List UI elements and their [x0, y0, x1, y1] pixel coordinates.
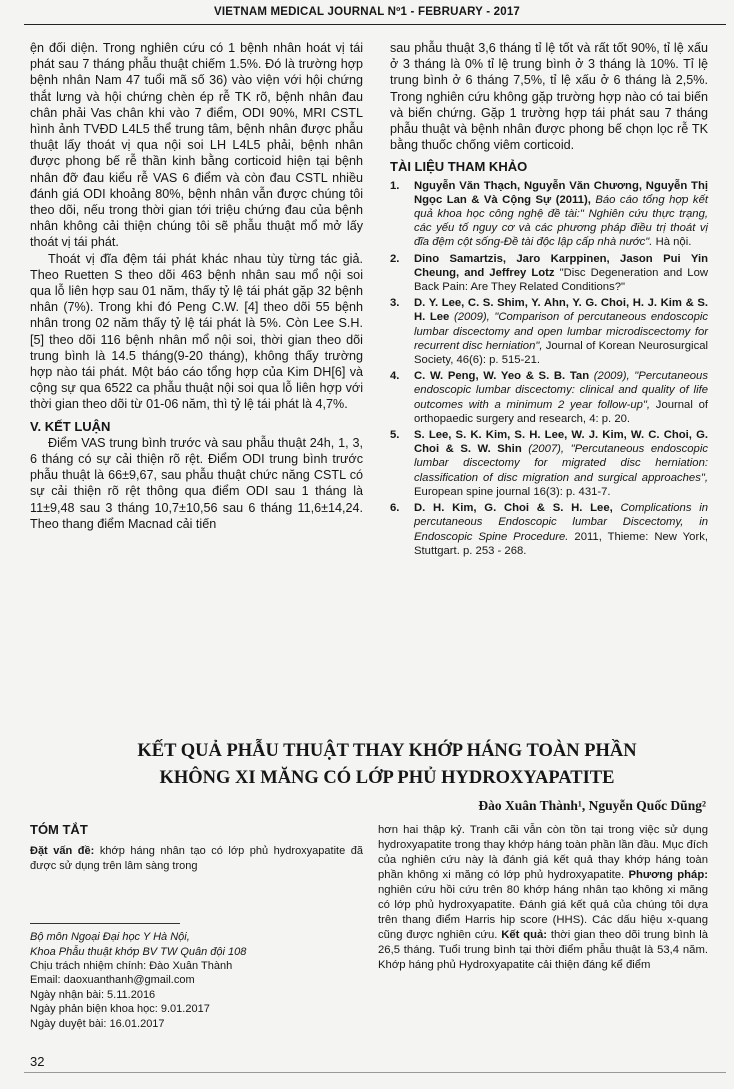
reference-source: Hà nội.	[655, 236, 692, 249]
reference-authors: S. Lee, S. K. Kim, S. H. Lee, W. J. Kim, W. C. Choi, G. Choi & S. W. Shin	[414, 429, 708, 456]
reference-authors: D. H. Kim, G. Choi & S. H. Lee,	[414, 502, 613, 515]
footnotes	[30, 930, 363, 1031]
reference-item	[390, 369, 708, 426]
discussion-paragraph-2: Thoát vị đĩa đệm tái phát khác nhau tùy từng tác giả. Theo Ruetten S theo dõi 463 bệnh nhân sau mổ nội soi qua lỗ liên hợp sau 01 năm, thấy tỷ lệ tái phát gặp 32 bệnh nhân (7%). Trong khi đó Peng C.W. [4] theo dõi 55 bệnh nhân trong 02 năm thấy tỷ lệ tái phát là 5%. Còn Lee S.H. [5] theo dõi 116 bệnh nhân mổ nội soi, thời gian theo dõi trung bình là 14.5 tháng(9-20 tháng), không thấy trường hợp nào tái phát. Một báo cáo tổng hợp của Kim DH[6] và cộng sự qua 6522 ca phẫu thuật nội soi qua lỗ liên hợp với thời gian theo dõi từ 01-06 năm, thì tỷ lệ tái phát là 4,7%.	[30, 251, 363, 412]
reference-item	[390, 296, 708, 367]
reference-item	[390, 501, 708, 558]
reference-number: 1.	[390, 179, 400, 192]
left-column-top	[30, 40, 363, 532]
reference-item	[390, 179, 708, 250]
left-column-bottom	[30, 822, 363, 1031]
footnote-divider	[30, 923, 180, 924]
conclusion-heading: V. KẾT LUẬN	[30, 418, 111, 434]
reference-title: (2009), "Percutaneous endoscopic lumbar discectomy: clinical and quality of life outcomes with a minimum 2 year follow-up",	[414, 370, 708, 411]
reference-authors: Nguyễn Văn Thạch, Nguyễn Văn Chương, Nguyễn Thị Ngọc Lan & Và Cộng Sự (2011),	[414, 179, 708, 206]
date-approved: Ngày duyệt bài: 16.01.2017	[30, 1017, 165, 1030]
affiliation-2: Khoa Phẫu thuật khớp BV TW Quân đội 108	[30, 945, 247, 958]
references-heading: TÀI LIỆU THAM KHẢO	[390, 159, 528, 175]
reference-source: Journal of orthopaedic surgery and research, 4: p. 20.	[414, 398, 708, 425]
reference-source: 2011, Thieme: New York, Stuttgart. p. 253 - 268.	[414, 530, 708, 557]
reference-authors: D. Y. Lee, C. S. Shim, Y. Ahn, Y. G. Choi, H. J. Kim & S. H. Lee	[414, 297, 708, 324]
responsible-author: Chịu trách nhiệm chính: Đào Xuân Thành	[30, 960, 233, 973]
result-label: Kết quả:	[501, 929, 548, 941]
result-text: thời gian theo dõi trung bình là 26,5 tháng. Tuổi trung bình tại thời điểm phẫu thuật là 53,4 năm. Khớp háng phủ Hydroxyapatite cải thiện đáng kể điểm	[378, 929, 708, 971]
method-label: Phương pháp:	[628, 869, 708, 881]
summary-heading: TÓM TẮT	[30, 822, 88, 837]
method-text: nghiên cứu hồi cứu trên 80 khớp háng nhân tạo không xi măng có lớp phủ hydroxyapatite. Đánh giá kết quả của chúng tôi dựa trên thang điểm Harris hip score (HHS). Các dấu hiệu x-quang cũng được nghiên cứu.	[378, 884, 708, 941]
article-title-block	[60, 738, 714, 792]
right-column-top	[390, 40, 708, 560]
references-list	[390, 179, 708, 558]
right-column-bottom	[378, 823, 708, 973]
author-email: Email: daoxuanthanh@gmail.com	[30, 974, 195, 987]
reference-title: Complications in percutaneous Endoscopic lumbar Discectomy, in Endoscopic Spine Procedure.	[414, 502, 708, 543]
reference-source: "Disc Degeneration and Low Back Pain: Are They Related Conditions?"	[414, 266, 709, 294]
bottom-divider	[24, 1072, 726, 1073]
reference-number: 6.	[390, 502, 400, 515]
reference-item	[390, 428, 708, 499]
reference-title: Báo cáo tổng hợp kết quả khoa học công nghệ đề tài:" Nghiên cứu thực trạng, các yếu tố nguy cơ và các phương pháp điều trị thoát vị đĩa đệm cột sống-Đề tài độc lập cấp nhà nước".	[414, 193, 709, 249]
reference-title: (2007), "Percutaneous endoscopic lumbar discectomy for migrated disc herniation: classification of disc migration and surgical approaches",	[414, 443, 709, 484]
affiliation-1: Bộ môn Ngoại Đại học Y Hà Nội,	[30, 931, 190, 944]
article-title-line-2: KHÔNG XI MĂNG CÓ LỚP PHỦ HYDROXYAPATITE	[159, 768, 615, 788]
reference-item	[390, 252, 708, 295]
reference-authors: Dino Samartzis, Jaro Karppinen, Jason Pui Yin Cheung, and Jeffrey Lotz	[414, 252, 708, 279]
reference-number: 3.	[390, 297, 400, 310]
reference-authors: C. W. Peng, W. Yeo & S. B. Tan	[414, 370, 590, 383]
article-title-line-1: KẾT QUẢ PHẪU THUẬT THAY KHỚP HÁNG TOÀN PHẦN	[137, 741, 637, 761]
article-authors: Đào Xuân Thành¹, Nguyễn Quốc Dũng²	[478, 798, 706, 813]
problem-label: Đặt vấn đề:	[30, 845, 95, 858]
reference-source: European spine journal 16(3): p. 431-7.	[414, 485, 611, 498]
discussion-paragraph-1: ện đối diện. Trong nghiên cứu có 1 bệnh nhân hoát vị tái phát sau 7 tháng phẫu thuật chiếm 1.5%. Đó là trường hợp bệnh nhân Nam 47 tuổi mã số 36) vào viện với hội chứng thắt lưng và hội chứng chèn ép rễ TK rõ, bệnh nhân đau chân phải Vas chân khi vào 7 điểm, ODI 90%, MRI CSTL hình ảnh TVĐD L4L5 thể trung tâm, bệnh nhân được phẫu thuật lấy thoát vị qua nội soi LH L4L5 phải, bệnh nhân được phong bế rễ thần kinh bằng corticoid hiện tại bệnh nhân đỡ đau kiểu rễ VAS 6 điểm và còn đau CSTL nhiều đánh giá ODI khoảng 80%, bệnh nhân vẫn được chúng tôi theo dõi, nếu trong thời gian tới triệu chứng đau của bệnh nhân không cải thiện chúng tôi sẽ phẫu thuật mổ mở lấy thoát vị tái phát.	[30, 41, 363, 250]
reference-source: Journal of Korean Neurosurgical Society, 46(6): p. 515-21.	[414, 339, 709, 367]
reference-number: 2.	[390, 252, 400, 265]
page-number: 32	[30, 1054, 45, 1069]
reference-number: 5.	[390, 429, 400, 442]
date-reviewed: Ngày phản biện khoa học: 9.01.2017	[30, 1003, 210, 1016]
abstract-intro: hơn hai thập kỷ. Tranh cãi vẫn còn tồn tại trong việc sử dụng hydroxyapatite trong thay khớp háng toàn phần lần đầu. Mục đích của nghiên cứu này là đánh giá kết quả thay khớp háng toàn phần không xi măng có lớp phủ hydroxyapatite.	[378, 824, 708, 881]
conclusion-paragraph: Điểm VAS trung bình trước và sau phẫu thuật 24h, 1, 3, 6 tháng có sự cải thiện rõ rệt. Điểm ODI trung bình trước phẫu thuật là 66±9,67, sau phẫu thuật chức năng CSTL có sự cải thiện rõ rệt thông qua điểm ODI sau 1 tháng là 11±9,48 sau 3 tháng 10,7±10,56 sau 6 tháng 11,6±14,24. Theo thang điểm Macnad cải tiến	[30, 435, 363, 531]
problem-text: khớp háng nhân tạo có lớp phủ hydroxyapatite đã được sử dụng trên lâm sàng trong	[30, 845, 364, 872]
reference-title: (2009), "Comparison of percutaneous endoscopic lumbar discectomy and open lumbar microdiscectomy for recurrent disc herniation",	[414, 311, 709, 352]
date-received: Ngày nhận bài: 5.11.2016	[30, 988, 156, 1001]
reference-number: 4.	[390, 370, 400, 383]
header-divider	[24, 24, 726, 25]
journal-header: VIETNAM MEDICAL JOURNAL Nº1 - FEBRUARY - 2017	[213, 6, 521, 18]
conclusion-continued-paragraph: sau phẫu thuật 3,6 tháng tỉ lệ tốt và rất tốt 90%, tỉ lệ xấu ở 3 tháng là 0% tỉ lệ trung bình ở 3 tháng là 10%. Tỉ lệ trung bình ở 6 tháng 7,5%, tỉ lệ xấu ở 6 tháng là 2,5%. Trong nghiên cứu không gặp trường hợp nào có tai biến và biến chứng. Gặp 1 trường hợp tái phát sau 7 tháng phẫu thuật và bệnh nhân được phong bế chọn lọc rễ TK bằng thuốc chống viêm corticoid.	[390, 41, 708, 153]
